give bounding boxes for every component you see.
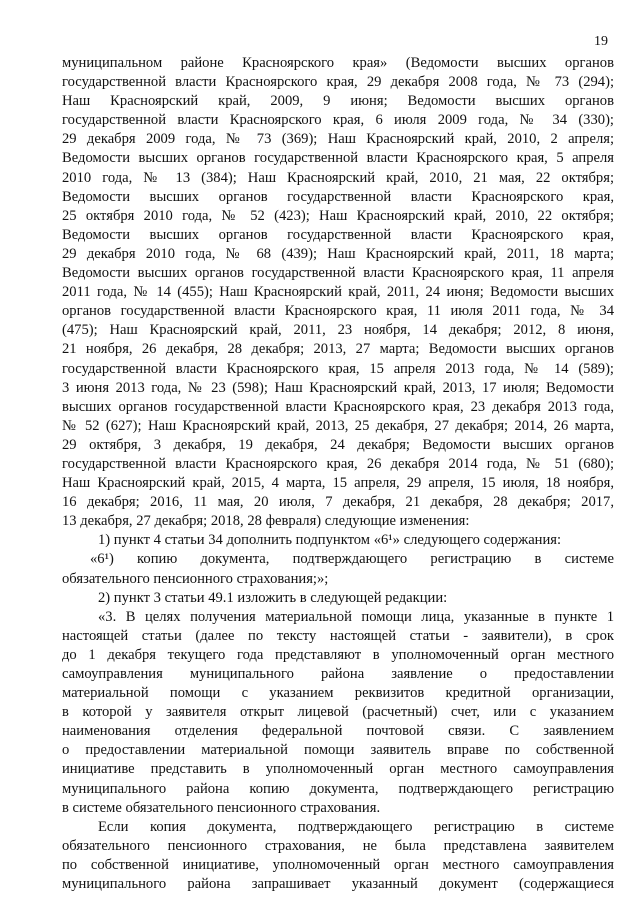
text-line: высших органов государственной власти Красноярского края, 23 декабря 2013 года, [62,398,614,415]
text-line: Ведомости высших органов государственной власти Красноярского края, [62,226,614,243]
text-line: государственной власти Красноярского края, 29 декабря 2008 года, № 73 (294); [62,74,614,91]
text-line: 21 ноября, 26 декабря, 28 декабря; 2013, 27 марта; Ведомости высших органов [62,341,614,358]
text-line: муниципального района запрашивает указанный документ (содержащиеся [62,876,614,893]
text-line: Ведомости высших органов государственной власти Красноярского края, [62,188,614,205]
text-line: Ведомости высших органов государственной власти Красноярского края, 11 апреля [62,265,614,282]
text-line: в системе обязательного пенсионного страхования. [62,799,381,816]
text-line: муниципального района копию документа, подтверждающего регистрацию [62,780,614,797]
text-line: до 1 декабря текущего года представляют в уполномоченный орган местного [62,646,614,663]
text-line: 1) пункт 4 статьи 34 дополнить подпунктом «6¹» следующего содержания: [98,532,562,549]
text-line: № 52 (627); Наш Красноярский край, 2013, 25 декабря, 27 декабря; 2014, 26 марта, [62,417,614,434]
text-line: обязательного пенсионного страхования, не была представлена заявителем [62,837,614,854]
text-line: «6¹) копию документа, подтверждающего регистрацию в системе [90,551,614,568]
text-line: наименования отделения федеральной почтовой связи. С заявлением [62,723,614,740]
text-line: государственной власти Красноярского края, 6 июля 2009 года, № 34 (330); [62,112,614,129]
text-line: обязательного пенсионного страхования;»; [62,570,329,587]
text-line: 29 декабря 2010 года, № 68 (439); Наш Красноярский край, 2011, 18 марта; [62,245,614,262]
text-line: о предоставлении материальной помощи заявитель вправе по собственной [62,742,614,759]
text-line: самоуправления муниципального района заявление о предоставлении [62,666,614,682]
text-line: 3 июня 2013 года, № 23 (598); Наш Красноярский край, 2013, 17 июля; Ведомости [62,379,614,396]
text-line: органов государственной власти Красноярского края, 11 июля 2011 года, № 34 [62,303,614,320]
text-line: Наш Красноярский край, 2009, 9 июня; Ведомости высших органов [62,93,614,110]
text-line: 13 декабря, 27 декабря; 2018, 28 февраля) следующие изменения: [62,513,470,530]
text-line: 29 декабря 2009 года, № 73 (369); Наш Красноярский край, 2010, 2 апреля; [62,131,614,148]
text-line: материальной помощи с указанием реквизитов кредитной организации, [62,685,614,702]
text-line: государственной власти Красноярского края, 26 декабря 2014 года, № 51 (680); [62,455,614,472]
text-line: (475); Наш Красноярский край, 2011, 23 ноября, 14 декабря; 2012, 8 июня, [62,322,614,339]
text-line: 2) пункт 3 статьи 49.1 изложить в следующей редакции: [98,589,448,606]
text-line: настоящей статьи (далее по тексту настоящей статьи - заявители), в срок [62,627,614,644]
text-line: государственной власти Красноярского края, 15 апреля 2013 года, № 14 (589); [62,360,614,377]
text-line: по собственной инициативе, уполномоченный орган местного самоуправления [62,856,614,873]
text-line: 25 октября 2010 года, № 52 (423); Наш Красноярский край, 2010, 22 октября; [62,207,614,224]
text-line: Ведомости высших органов государственной власти Красноярского края, 5 апреля [62,150,614,167]
text-line: инициативе представить в уполномоченный орган местного самоуправления [62,761,614,778]
text-line: Если копия документа, подтверждающего регистрацию в системе [98,818,614,835]
text-line: 2010 года, № 13 (384); Наш Красноярский край, 2010, 21 мая, 22 октября; [62,169,614,186]
text-line: Наш Красноярский край, 2015, 4 марта, 15 апреля, 29 апреля, 15 июля, 18 ноября, [62,475,614,492]
text-line: 29 октября, 3 декабря, 19 декабря, 24 декабря; Ведомости высших органов [62,436,614,453]
text-line: 2011 года, № 14 (455); Наш Красноярский край, 2011, 24 июня; Ведомости высших [62,284,614,301]
text-line: муниципальном районе Красноярского края» (Ведомости высших органов [62,55,614,71]
page-number: 19 [594,34,608,49]
text-line: «3. В целях получения материальной помощи лица, указанные в пункте 1 [98,608,614,625]
document-body [62,54,614,894]
text-line: 16 декабря; 2016, 11 мая, 20 июля, 7 декабря, 21 декабря, 28 декабря; 2017, [62,494,614,511]
text-line: в которой у заявителя открыт лицевой (расчетный) счет, или с указанием [62,704,614,721]
